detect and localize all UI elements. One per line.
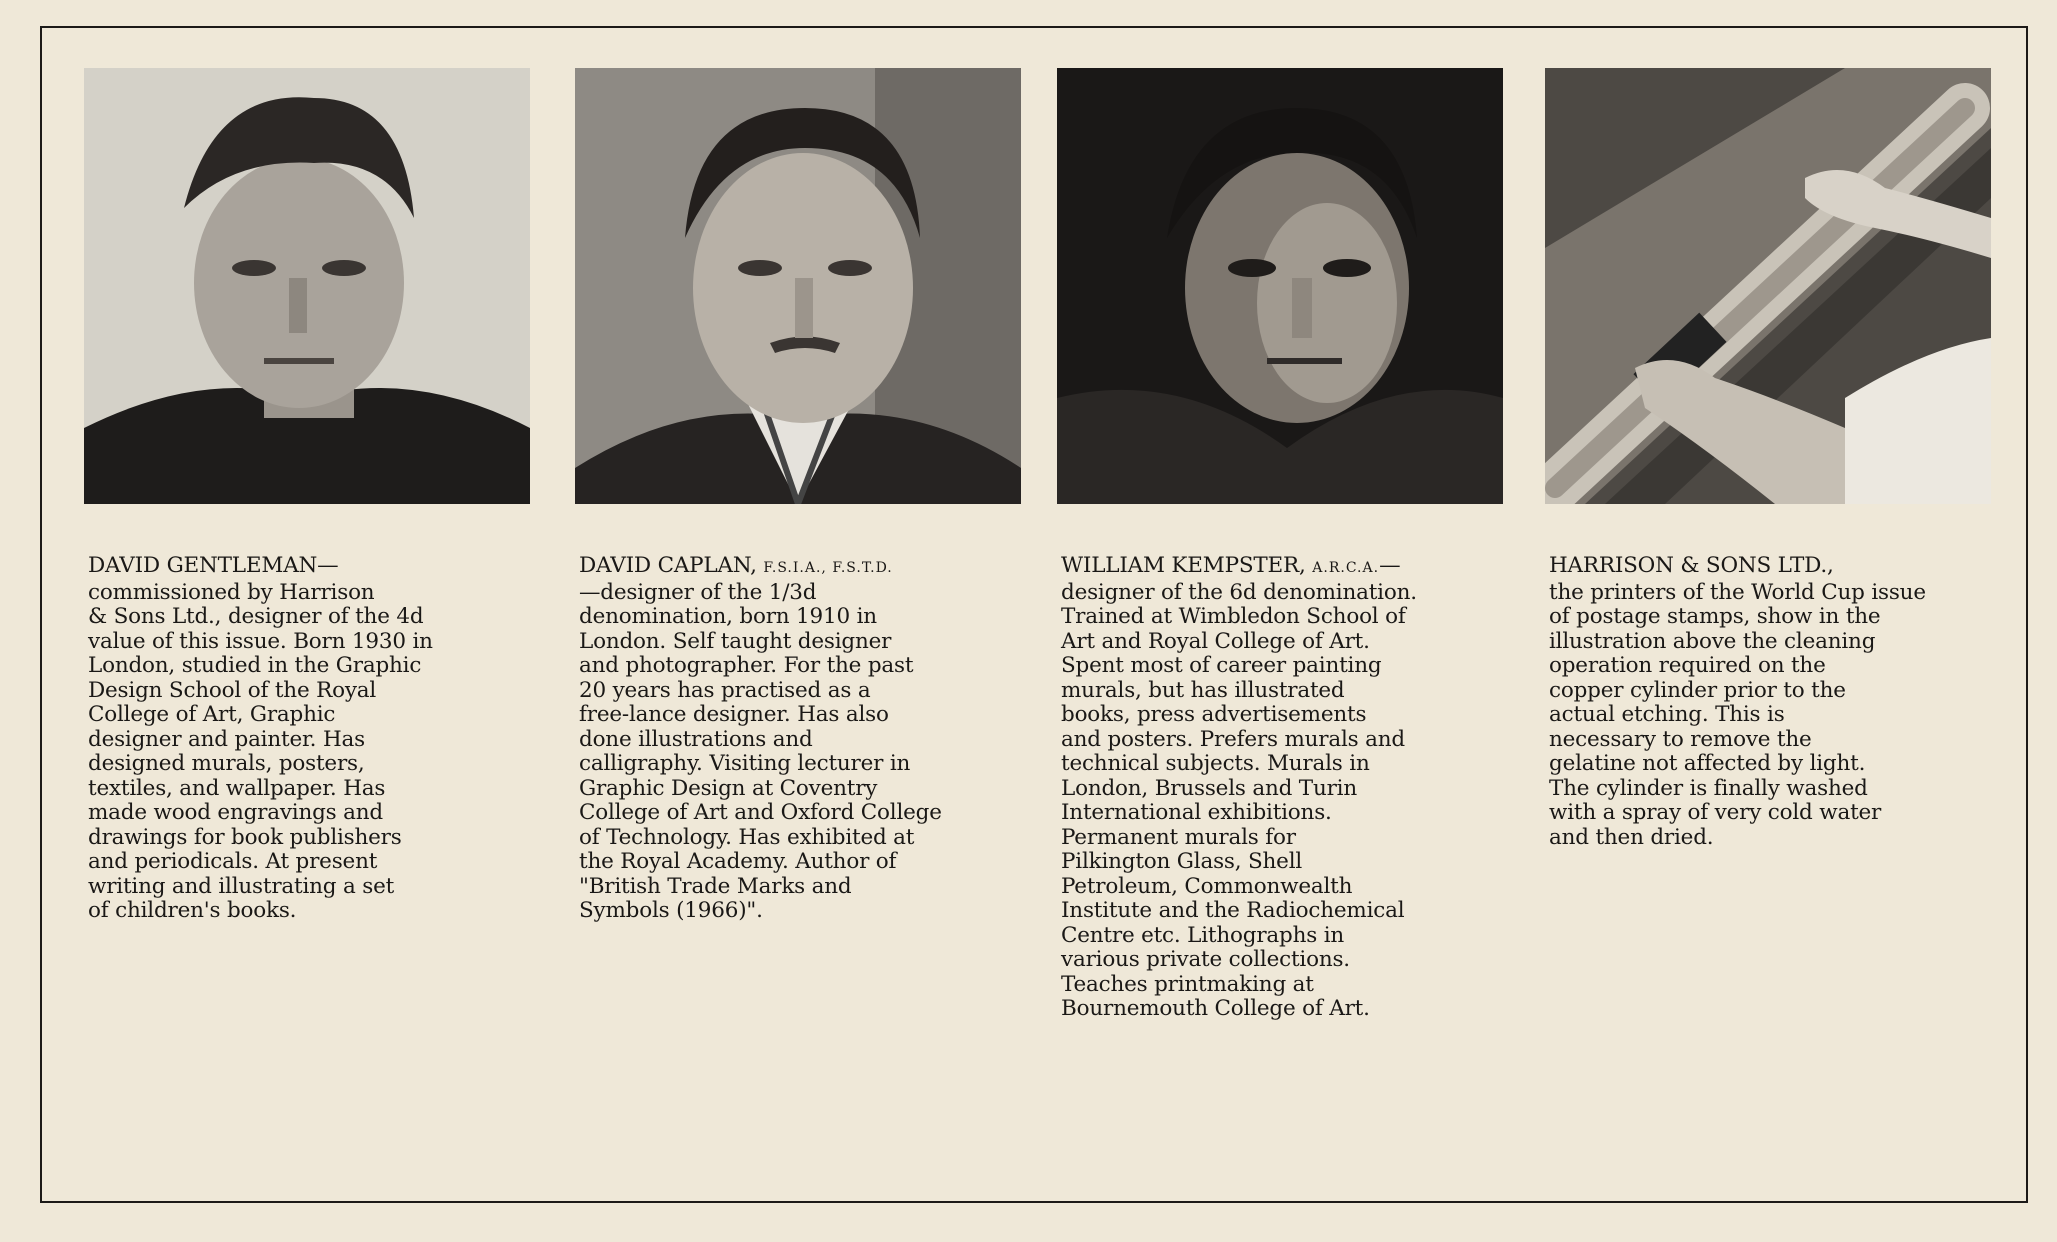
panel-david-caplan	[575, 68, 1021, 924]
printer-name: HARRISON & SONS LTD.,	[1549, 553, 1834, 578]
designer-bio: — designer of the 6d denomination. Trained at Wimbledon School of Art and Royal College of Art. Spent most of career painting murals, but has illustrated books, press advertisements and posters. Prefers murals and technical subjects. Murals in London, Brussels and Turin International exhibitions. Permanent murals for Pilkington Glass, Shell Petroleum, Commonwealth Institute and the Radiochemical Centre etc. Lithographs in various private collections. Teaches printmaking at Bournemouth College of Art.	[1061, 553, 1417, 1021]
designer-bio: — commissioned by Harrison & Sons Ltd., designer of the 4d value of this issue. Born 1930 in London, studied in the Graphic Design School of the Royal College of Art, Graphic designer and painter. Has designed murals, posters, textiles, and wallpaper. Has made wood engravings and drawings for book publishers and periodicals. At present writing and illustrating a set of children's books.	[88, 553, 433, 923]
cylinder-cleaning-photo	[1545, 68, 1991, 504]
designer-name: DAVID GENTLEMAN	[88, 553, 318, 578]
panel-david-gentleman	[84, 68, 530, 924]
portrait-photo-david-caplan	[575, 68, 1021, 504]
panel-william-kempster	[1057, 68, 1503, 1022]
bio-text-william-kempster	[1057, 554, 1503, 1022]
designer-qualifications: F.S.I.A., F.S.T.D.	[763, 560, 893, 576]
designer-name: WILLIAM KEMPSTER,	[1061, 553, 1306, 578]
portrait-photo-david-gentleman	[84, 68, 530, 504]
bio-text-david-gentleman	[84, 554, 530, 924]
bio-text-david-caplan	[575, 554, 1021, 924]
printer-description: the printers of the World Cup issue of postage stamps, show in the illustration above the cleaning operation required on the copper cylinder prior to the actual etching. This is necessary to remove the gelatine not affected by light. The cylinder is finally washed with a spray of very cold water and then dried.	[1549, 579, 1926, 850]
bio-text-harrison-and-sons	[1545, 554, 1991, 850]
designer-bio: —designer of the 1/3d denomination, born 1910 in London. Self taught designer and photographer. For the past 20 years has practised as a free-lance designer. Has also done illustrations and calligraphy. Visiting lecturer in Graphic Design at Coventry College of Art and Oxford College of Technology. Has exhibited at the Royal Academy. Author of "British Trade Marks and Symbols (1966)".	[579, 579, 942, 923]
portrait-photo-william-kempster	[1057, 68, 1503, 504]
designer-qualifications: A.R.C.A.	[1312, 560, 1380, 576]
page-frame	[40, 26, 2028, 1203]
designer-name: DAVID CAPLAN,	[579, 553, 757, 578]
panel-harrison-and-sons	[1545, 68, 1991, 850]
